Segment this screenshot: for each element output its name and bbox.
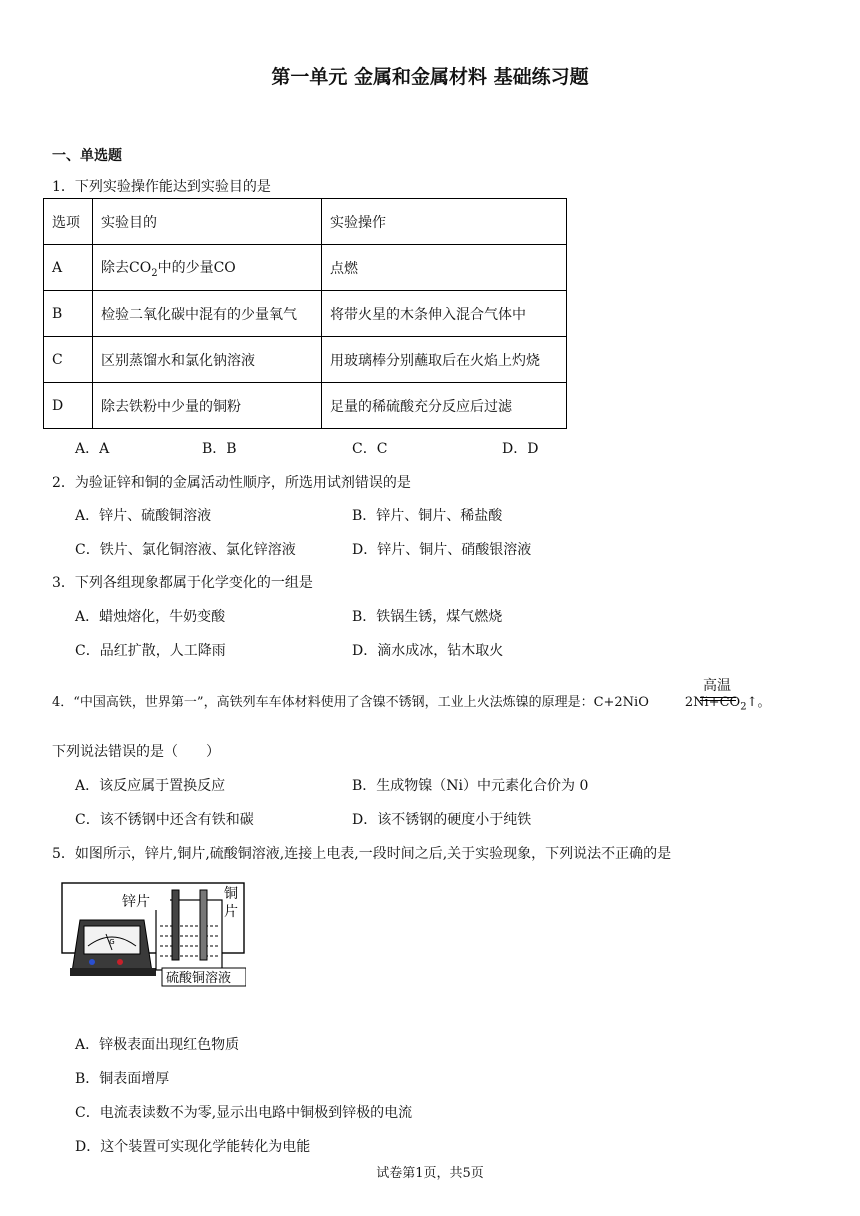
- question-1-option-d: D．D: [502, 441, 539, 457]
- equation-left: 4．“中国高铁，世界第一”，高铁列车车体材料使用了含镍不锈钢，工业上火法炼镍的原理是：C+2NiO: [52, 695, 649, 710]
- question-4-option-a: A．该反应属于置换反应: [75, 778, 226, 794]
- galvanic-cell-figure: [60, 880, 246, 988]
- table-cell-purpose: 检验二氧化碳中混有的少量氧气: [93, 291, 322, 337]
- zinc-electrode: [172, 890, 179, 960]
- question-4-option-d: D．该不锈钢的硬度小于纯铁: [352, 812, 532, 828]
- question-5-option-b: B．铜表面增厚: [75, 1071, 170, 1087]
- table-header-cell: 实验操作: [322, 199, 567, 245]
- subscript: 2: [740, 701, 747, 713]
- question-4-option-c: C．该不锈钢中还含有铁和碳: [75, 812, 254, 828]
- table-cell-purpose: 区别蒸馏水和氯化钠溶液: [93, 337, 322, 383]
- question-2-stem: 2．为验证锌和铜的金属活动性顺序，所选用试剂错误的是: [52, 475, 411, 491]
- table-header-cell: 实验目的: [93, 199, 322, 245]
- table-row: [44, 337, 567, 383]
- page-footer: 试卷第1页，共5页: [376, 1166, 484, 1181]
- equals-sign-bar: [700, 700, 736, 701]
- question-5-stem: 5．如图所示，锌片,铜片,硫酸铜溶液,连接上电表,一段时间之后,关于实验现象，下列说法不正确的是: [52, 846, 672, 862]
- reaction-condition: 高温: [703, 678, 731, 694]
- table-cell-operation: 用玻璃棒分别蘸取后在火焰上灼烧: [322, 337, 567, 383]
- question-1-option-c: C．C: [352, 441, 388, 457]
- table-cell-purpose: [93, 245, 322, 291]
- question-2-option-d: D．锌片、铜片、硝酸银溶液: [352, 542, 532, 558]
- equation-tail: ↑。: [746, 695, 771, 710]
- table-cell-key: B: [44, 291, 93, 337]
- table-cell-operation: 足量的稀硫酸充分反应后过滤: [322, 383, 567, 429]
- question-2-option-a: A．锌片、硫酸铜溶液: [75, 508, 212, 524]
- table-row: [44, 383, 567, 429]
- question-3-option-b: B．铁锅生锈，煤气燃烧: [352, 609, 503, 625]
- table-header-cell: 选项: [44, 199, 93, 245]
- copper-label-2: 片: [224, 904, 238, 920]
- question-3-option-a: A．蜡烛熔化，牛奶变酸: [75, 609, 226, 625]
- question-1-table: [43, 198, 567, 429]
- table-header-row: [44, 199, 567, 245]
- question-4-option-b: B．生成物镍（Ni）中元素化合价为 0: [352, 778, 589, 794]
- solution-label: 硫酸铜溶液: [166, 971, 232, 986]
- copper-label-1: 铜: [224, 886, 238, 902]
- question-2-option-b: B．锌片、铜片、稀盐酸: [352, 508, 503, 524]
- zinc-label: 锌片: [122, 894, 150, 910]
- question-3-stem: 3．下列各组现象都属于化学变化的一组是: [52, 575, 313, 591]
- ammeter-icon: [70, 920, 156, 976]
- purpose-text: 中的少量CO: [157, 259, 236, 276]
- question-5-option-a: A．锌极表面出现红色物质: [75, 1037, 240, 1053]
- copper-electrode: [200, 890, 207, 960]
- equation-right: 2Ni+CO: [684, 695, 741, 710]
- table-cell-operation: 点燃: [322, 245, 567, 291]
- subscript: 2: [151, 267, 158, 279]
- page-title: 第一单元 金属和金属材料 基础练习题: [271, 66, 589, 88]
- meter-mark: G: [109, 938, 115, 946]
- question-4-stem: [52, 691, 770, 713]
- purpose-text: 除去CO: [101, 259, 152, 276]
- table-cell-key: D: [44, 383, 93, 429]
- question-2-option-c: C．铁片、氯化铜溶液、氯化锌溶液: [75, 542, 296, 558]
- question-1-option-b: B．B: [202, 441, 237, 457]
- question-5-option-d: D．这个装置可实现化学能转化为电能: [75, 1139, 311, 1155]
- question-4-line2: 下列说法错误的是（ ）: [52, 744, 220, 760]
- table-row: [44, 291, 567, 337]
- table-cell-key: C: [44, 337, 93, 383]
- table-cell-operation: 将带火星的木条伸入混合气体中: [322, 291, 567, 337]
- section-heading: 一、单选题: [52, 148, 122, 164]
- table-cell-key: A: [44, 245, 93, 291]
- question-1-stem: 1．下列实验操作能达到实验目的是: [52, 179, 271, 195]
- equals-sign-bar: [700, 697, 736, 698]
- question-1-option-a: A．A: [75, 441, 110, 457]
- table-row: [44, 245, 567, 291]
- table-cell-purpose: 除去铁粉中少量的铜粉: [93, 383, 322, 429]
- question-3-option-d: D．滴水成冰，钻木取火: [352, 643, 504, 659]
- question-5-option-c: C．电流表读数不为零,显示出电路中铜极到锌极的电流: [75, 1105, 413, 1121]
- question-3-option-c: C．品红扩散，人工降雨: [75, 643, 226, 659]
